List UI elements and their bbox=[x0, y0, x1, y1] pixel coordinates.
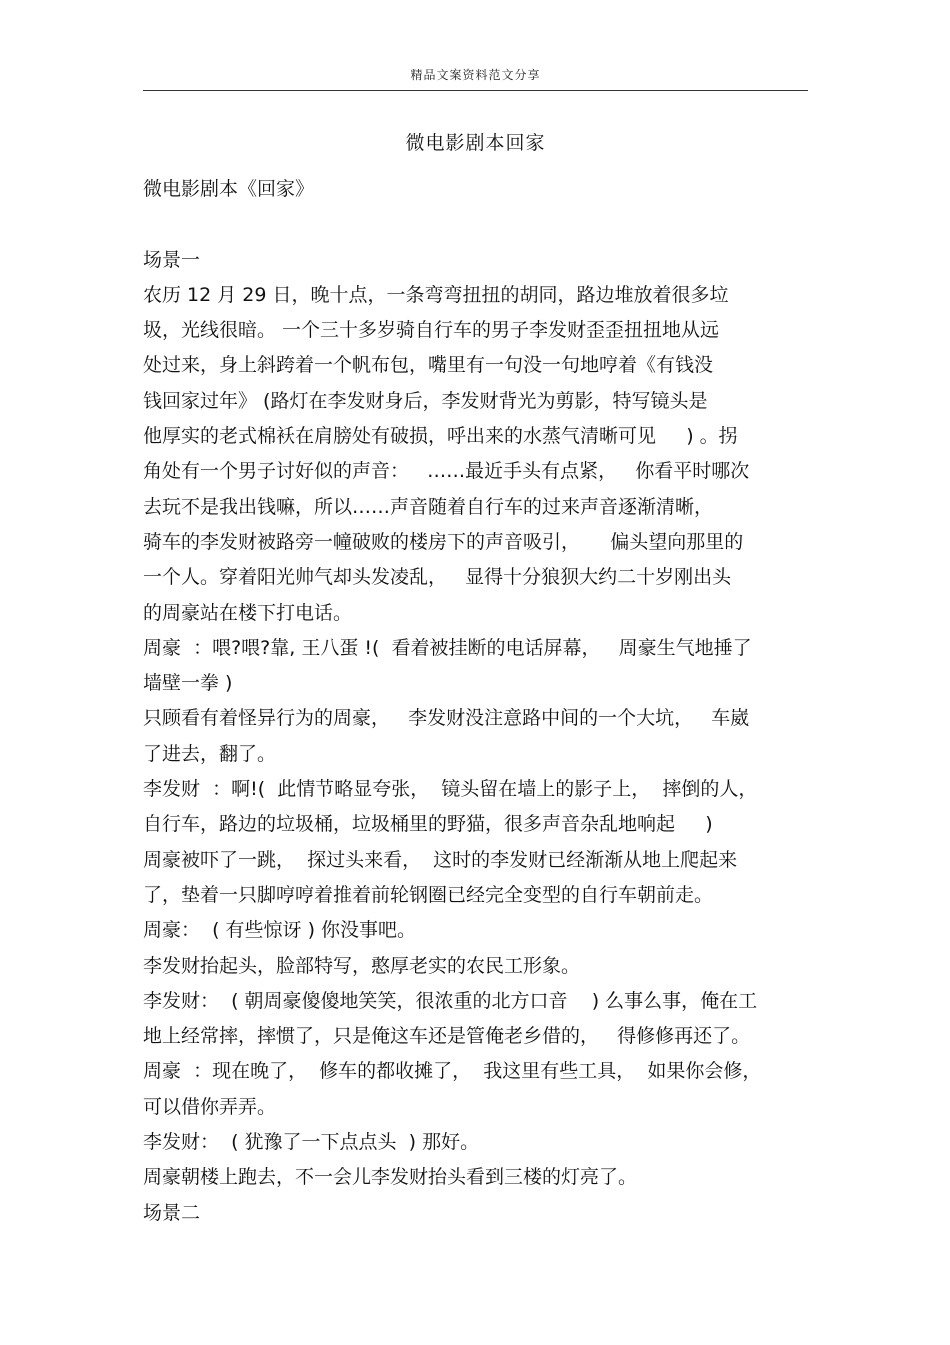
script-line: 李发财抬起头，脸部特写，憨厚老实的农民工形象。 bbox=[143, 954, 581, 977]
script-line: 了进去，翻了。 bbox=[143, 742, 277, 765]
page-header: 精品文案资料范文分享 bbox=[410, 68, 541, 82]
script-line: 李发财 ：啊!( 此情节略显夸张， 镜头留在墙上的影子上， 摔倒的人， bbox=[143, 778, 758, 801]
header-divider bbox=[143, 90, 808, 91]
script-line: 钱回家过年》 (路灯在李发财身后，李发财背光为剪影，特写镜头是 bbox=[143, 389, 708, 412]
script-line: 一个人。穿着阳光帅气却头发凌乱， 显得十分狼狈大约二十岁刚出头 bbox=[143, 566, 732, 589]
script-line: 处过来，身上斜跨着一个帆布包，嘴里有一句没一句地哼着《有钱没 bbox=[143, 354, 714, 377]
script-line: 农历 12 月 29 日，晚十点，一条弯弯扭扭的胡同，路边堆放着很多垃 bbox=[143, 283, 729, 306]
script-line: 周豪被吓了一跳， 探过头来看， 这时的李发财已经渐渐从地上爬起来 bbox=[143, 848, 738, 871]
script-line: 他厚实的老式棉袄在肩膀处有破损，呼出来的水蒸气清晰可见 ) 。拐 bbox=[143, 425, 738, 448]
script-line: 周豪 ：现在晚了， 修车的都收摊了， 我这里有些工具， 如果你会修， bbox=[143, 1060, 762, 1083]
script-line: 了，垫着一只脚哼哼着推着前轮钢圈已经完全变型的自行车朝前走。 bbox=[143, 883, 714, 906]
script-line: 场景一 bbox=[143, 248, 201, 271]
script-line: 圾，光线很暗。 一个三十多岁骑自行车的男子李发财歪歪扭扭地从远 bbox=[143, 319, 720, 342]
script-line: 角处有一个男子讨好似的声音： ……最近手头有点紧， 你看平时哪次 bbox=[143, 460, 750, 483]
script-line: 去玩不是我出钱嘛，所以……声音随着自行车的过来声音逐渐清晰， bbox=[143, 495, 714, 518]
script-line: 周豪朝楼上跑去，不一会儿李发财抬头看到三楼的灯亮了。 bbox=[143, 1166, 638, 1189]
script-line: 周豪： ( 有些惊讶 ) 你没事吧。 bbox=[143, 919, 417, 942]
script-line: 可以借你弄弄。 bbox=[143, 1095, 277, 1118]
script-line: 微电影剧本《回家》 bbox=[143, 178, 315, 200]
script-line: 的周豪站在楼下打电话。 bbox=[143, 601, 353, 624]
script-body bbox=[143, 172, 808, 1231]
script-line: 场景二 bbox=[143, 1201, 201, 1224]
script-line: 墙壁一拳 ) bbox=[143, 672, 233, 695]
blank-line bbox=[143, 207, 808, 242]
script-line: 李发财： ( 犹豫了一下点点头 ) 那好。 bbox=[143, 1131, 480, 1154]
script-line: 骑车的李发财被路旁一幢破败的楼房下的声音吸引， 偏头望向那里的 bbox=[143, 530, 744, 553]
script-line: 周豪 ：喂?喂?靠, 王八蛋 !( 看着被挂断的电话屏幕， 周豪生气地捶了 bbox=[143, 636, 752, 659]
script-line: 只顾看有着怪异行为的周豪， 李发财没注意路中间的一个大坑， 车崴 bbox=[143, 707, 750, 730]
script-line: 自行车，路边的垃圾桶，垃圾桶里的野猫，很多声音杂乱地响起 ) bbox=[143, 813, 713, 836]
script-line: 地上经常摔，摔惯了，只是俺这车还是管俺老乡借的， 得修修再还了。 bbox=[143, 1025, 751, 1048]
script-line: 李发财： ( 朝周豪傻傻地笑笑，很浓重的北方口音 ) 么事么事，俺在工 bbox=[143, 989, 758, 1012]
document-title: 微电影剧本回家 bbox=[405, 132, 546, 154]
